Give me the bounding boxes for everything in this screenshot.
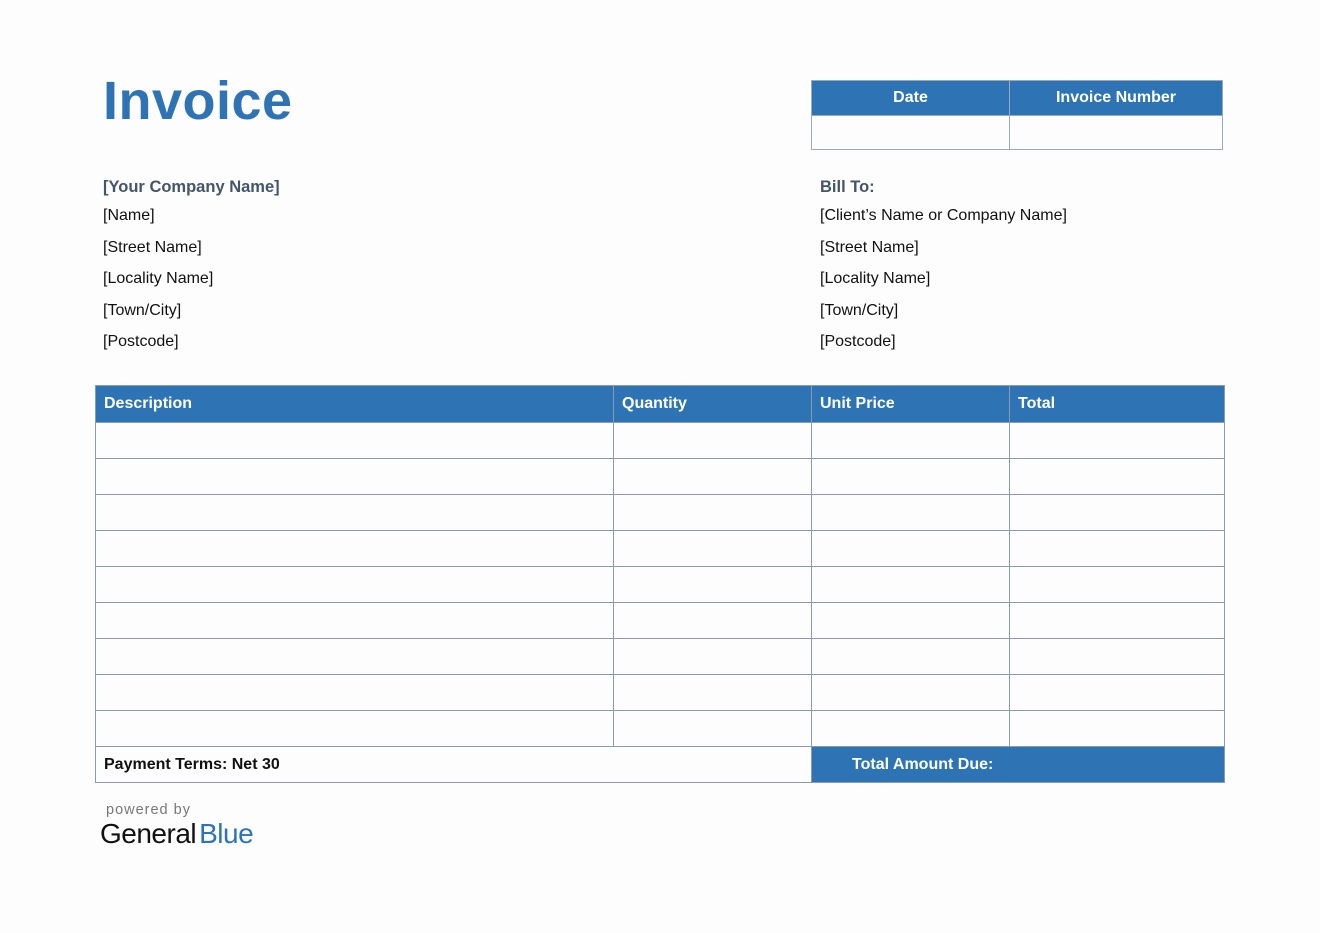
payment-terms: Payment Terms: Net 30 [96, 747, 812, 783]
total-cell[interactable] [1010, 675, 1225, 711]
quantity-cell[interactable] [614, 675, 812, 711]
unit-price-cell[interactable] [812, 711, 1010, 747]
sender-name[interactable]: [Name] [103, 207, 155, 224]
description-cell[interactable] [96, 531, 614, 567]
column-header-total: Total [1010, 386, 1225, 423]
description-cell[interactable] [96, 567, 614, 603]
description-cell[interactable] [96, 459, 614, 495]
client-postcode[interactable]: [Postcode] [820, 333, 896, 351]
table-row [96, 675, 1225, 711]
line-items-table [95, 385, 1225, 783]
unit-price-cell[interactable] [812, 423, 1010, 459]
column-header-quantity: Quantity [614, 386, 812, 423]
description-cell[interactable] [96, 495, 614, 531]
table-row [96, 639, 1225, 675]
table-row [96, 495, 1225, 531]
description-cell[interactable] [96, 639, 614, 675]
total-cell[interactable] [1010, 639, 1225, 675]
quantity-cell[interactable] [614, 567, 812, 603]
unit-price-cell[interactable] [812, 603, 1010, 639]
company-name[interactable]: [Your Company Name] [103, 178, 280, 196]
quantity-cell[interactable] [614, 711, 812, 747]
quantity-cell[interactable] [614, 531, 812, 567]
unit-price-cell[interactable] [812, 459, 1010, 495]
generalblue-logo [100, 818, 253, 850]
sender-locality[interactable]: [Locality Name] [103, 270, 214, 288]
total-cell[interactable] [1010, 459, 1225, 495]
column-header-unit-price: Unit Price [812, 386, 1010, 423]
invoice-number-field[interactable] [1010, 116, 1223, 150]
unit-price-cell[interactable] [812, 639, 1010, 675]
quantity-cell[interactable] [614, 495, 812, 531]
powered-by-label: powered by [106, 802, 191, 818]
client-street[interactable]: [Street Name] [820, 238, 919, 256]
sender-town[interactable]: [Town/City] [103, 301, 182, 319]
unit-price-cell[interactable] [812, 567, 1010, 603]
invoice-title: Invoice [103, 71, 293, 131]
summary-row [96, 747, 1225, 783]
date-field[interactable] [812, 116, 1010, 150]
description-cell[interactable] [96, 423, 614, 459]
total-cell[interactable] [1010, 567, 1225, 603]
table-row [96, 423, 1225, 459]
total-cell[interactable] [1010, 495, 1225, 531]
total-cell[interactable] [1010, 423, 1225, 459]
sender-address-block [103, 174, 280, 358]
client-locality[interactable]: [Locality Name] [820, 270, 931, 288]
invoice-meta-table [811, 80, 1223, 150]
unit-price-cell[interactable] [812, 675, 1010, 711]
unit-price-cell[interactable] [812, 531, 1010, 567]
column-header-description: Description [96, 386, 614, 423]
unit-price-cell[interactable] [812, 495, 1010, 531]
quantity-cell[interactable] [614, 459, 812, 495]
description-cell[interactable] [96, 711, 614, 747]
invoice-number-header: Invoice Number [1010, 81, 1223, 116]
total-cell[interactable] [1010, 603, 1225, 639]
quantity-cell[interactable] [614, 423, 812, 459]
quantity-cell[interactable] [614, 603, 812, 639]
quantity-cell[interactable] [614, 639, 812, 675]
table-row [96, 567, 1225, 603]
brand-blue: Blue [199, 818, 254, 849]
client-town[interactable]: [Town/City] [820, 301, 899, 319]
table-row [96, 459, 1225, 495]
table-row [96, 711, 1225, 747]
description-cell[interactable] [96, 675, 614, 711]
description-cell[interactable] [96, 603, 614, 639]
total-cell[interactable] [1010, 531, 1225, 567]
date-header: Date [812, 81, 1010, 116]
brand-general: General [100, 818, 197, 849]
bill-to-heading: Bill To: [820, 178, 875, 196]
total-amount-due-label: Total Amount Due: [852, 755, 994, 773]
total-cell[interactable] [1010, 711, 1225, 747]
table-row [96, 531, 1225, 567]
bill-to-block [820, 174, 1067, 358]
table-row [96, 603, 1225, 639]
client-name[interactable]: [Client’s Name or Company Name] [820, 207, 1067, 224]
sender-postcode[interactable]: [Postcode] [103, 333, 179, 351]
total-amount-due [812, 747, 1225, 783]
sender-street[interactable]: [Street Name] [103, 238, 202, 256]
